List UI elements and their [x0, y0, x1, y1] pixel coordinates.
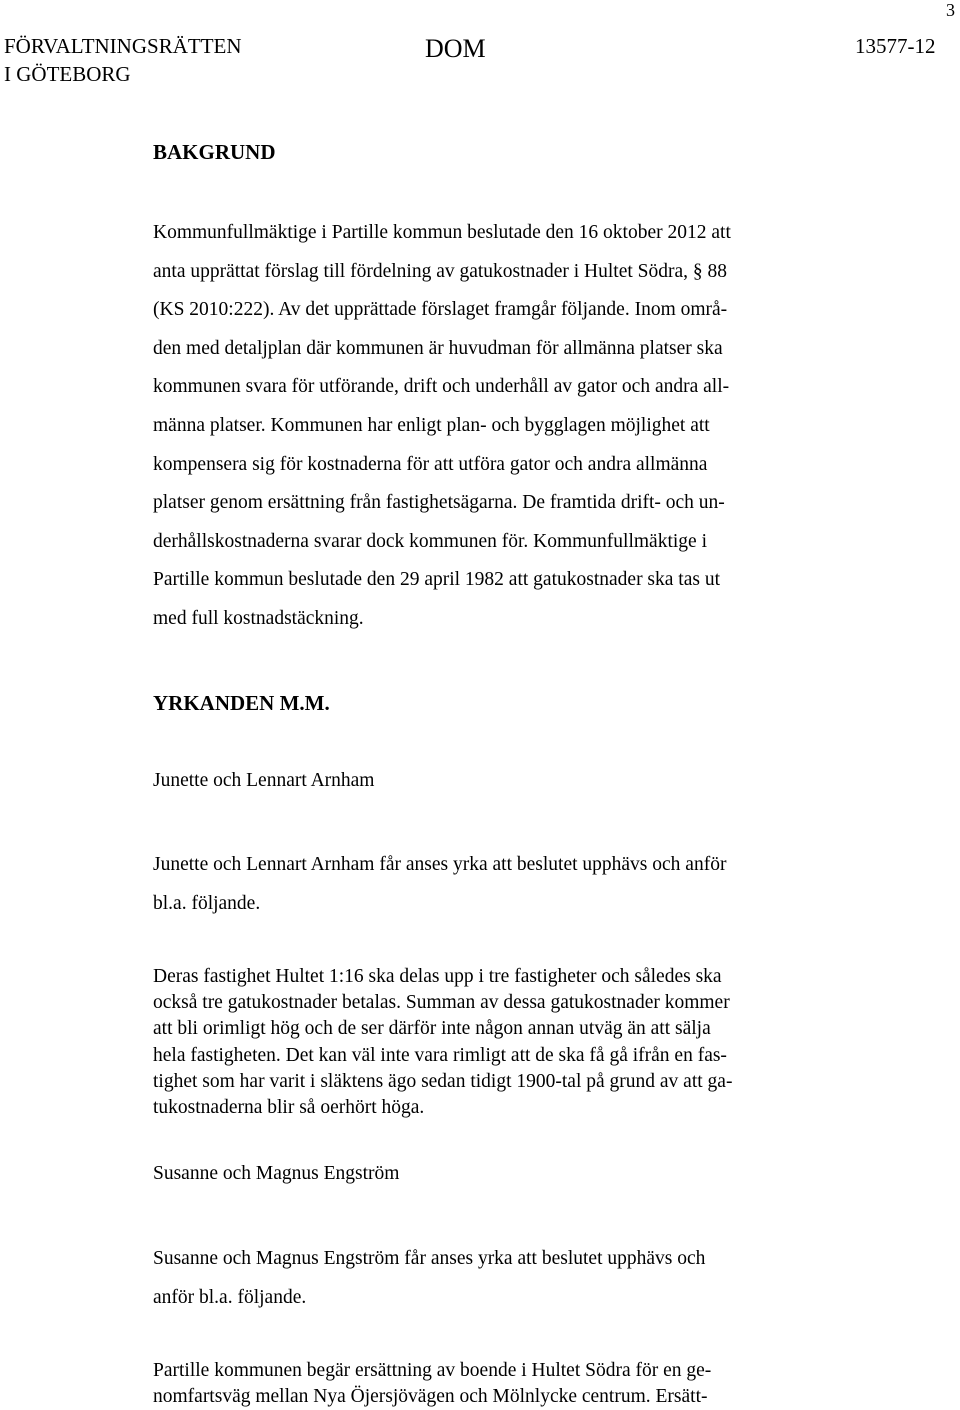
text-line: den med detaljplan där kommunen är huvudman för allmänna platser ska — [153, 337, 723, 359]
text-line: derhållskostnaderna svarar dock kommunen för. Kommunfullmäktige i — [153, 530, 707, 552]
text-line: Partille kommunen begär ersättning av boende i Hultet Södra för en ge- — [153, 1360, 712, 1381]
text-line: kompensera sig för kostnaderna för att utföra gator och andra allmänna — [153, 453, 708, 475]
text-line: bl.a. följande. — [153, 893, 261, 914]
text-line: tighet som har varit i släktens ägo sedan tidigt 1900-tal på grund av att ga- — [153, 1070, 733, 1092]
text-line: med full kostnadstäckning. — [153, 607, 364, 629]
section-heading-background: BAKGRUND — [153, 140, 276, 164]
text-line: Junette och Lennart Arnham får anses yrka att beslutet upphävs och anför — [153, 854, 727, 875]
text-line: männa platser. Kommunen har enligt plan- och bygglagen möjlighet att — [153, 414, 710, 436]
text-line: Partille kommun beslutade den 29 april 1982 att gatukostnader ska tas ut — [153, 569, 721, 591]
party-name: Susanne och Magnus Engström — [153, 1163, 400, 1184]
statement-paragraph-arnham — [153, 964, 843, 1121]
text-line: platser genom ersättning från fastighetsägarna. De framtida drift- och un- — [153, 492, 725, 514]
section-heading-claims: YRKANDEN M.M. — [153, 691, 330, 715]
party-name-engstrom — [153, 1161, 843, 1187]
text-line: Susanne och Magnus Engström får anses yrka att beslutet upphävs och — [153, 1248, 706, 1269]
claim-paragraph-arnham — [153, 845, 843, 923]
text-line: att bli orimligt hög och de ser därför inte någon annan utväg än att sälja — [153, 1018, 711, 1040]
text-line: nomfartsväg mellan Nya Öjersjövägen och Mölnlycke centrum. Ersätt- — [153, 1386, 708, 1408]
document-type: DOM — [425, 34, 486, 63]
claim-paragraph-engstrom — [153, 1239, 843, 1317]
text-line: (KS 2010:222). Av det upprättade förslaget framgår följande. Inom områ- — [153, 299, 728, 321]
text-line: hela fastigheten. Det kan väl inte vara rimligt att de ska få gå ifrån en fas- — [153, 1044, 727, 1066]
text-line: också tre gatukostnader betalas. Summan av dessa gatukostnader kommer — [153, 992, 730, 1014]
text-line: kommunen svara för utförande, drift och underhåll av gator och andra all- — [153, 376, 730, 398]
case-number: 13577-12 — [855, 34, 936, 58]
statement-paragraph-engstrom — [153, 1358, 843, 1410]
background-paragraph — [153, 214, 843, 639]
text-line: anför bl.a. följande. — [153, 1287, 307, 1308]
text-line: Kommunfullmäktige i Partille kommun beslutade den 16 oktober 2012 att — [153, 222, 731, 243]
text-line: anta upprättat förslag till fördelning av gatukostnader i Hultet Södra, § 88 — [153, 260, 728, 282]
party-name: Junette och Lennart Arnham — [153, 770, 375, 791]
court-name-line1: FÖRVALTNINGSRÄTTEN — [4, 34, 242, 58]
page-number: 3 — [946, 0, 955, 20]
text-line: Deras fastighet Hultet 1:16 ska delas upp i tre fastigheter och således ska — [153, 966, 722, 987]
text-line: tukostnaderna blir så oerhört höga. — [153, 1097, 425, 1119]
court-name-line2: I GÖTEBORG — [4, 62, 131, 86]
party-name-arnham — [153, 768, 843, 794]
